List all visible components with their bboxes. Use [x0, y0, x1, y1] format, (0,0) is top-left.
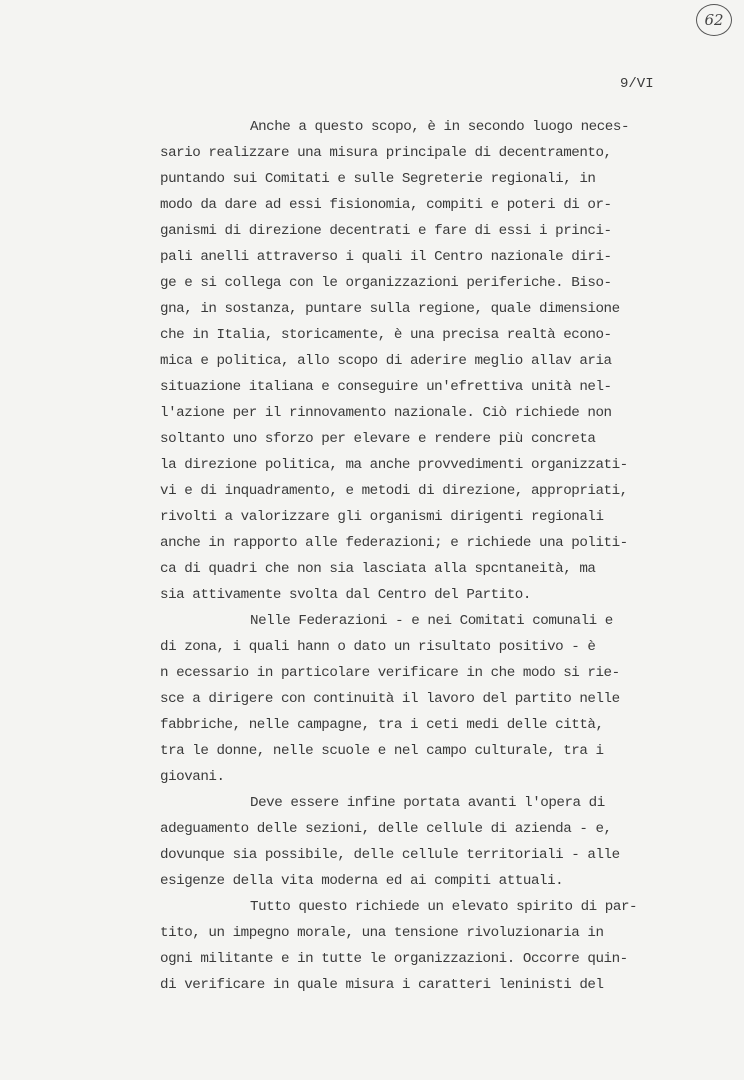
text-line: che in Italia, storicamente, è una precisa realtà econo-: [160, 327, 612, 343]
text-line: soltanto uno sforzo per elevare e rendere più concreta: [160, 431, 596, 447]
text-line: di zona, i quali hann o dato un risultato positivo - è: [160, 639, 596, 655]
text-line: pali anelli attraverso i quali il Centro nazionale diri-: [160, 249, 612, 265]
text-line: sario realizzare una misura principale di decentramento,: [160, 145, 612, 161]
text-line: puntando sui Comitati e sulle Segreterie regionali, in: [160, 171, 596, 187]
text-line: anche in rapporto alle federazioni; e richiede una politi-: [160, 535, 628, 551]
text-line: sce a dirigere con continuità il lavoro del partito nelle: [160, 691, 620, 707]
text-line: Nelle Federazioni - e nei Comitati comunali e: [250, 613, 613, 629]
text-line: modo da dare ad essi fisionomia, compiti e poteri di or-: [160, 197, 612, 213]
text-line: di verificare in quale misura i caratteri leninisti del: [160, 977, 604, 993]
text-line: mica e politica, allo scopo di aderire meglio allav aria: [160, 353, 612, 369]
text-line: adeguamento delle sezioni, delle cellule di azienda - e,: [160, 821, 612, 837]
text-line: vi e di inquadramento, e metodi di direzione, appropriati,: [160, 483, 628, 499]
text-line: fabbriche, nelle campagne, tra i ceti medi delle città,: [160, 717, 604, 733]
archive-page-stamp: 62: [696, 4, 732, 36]
text-line: la direzione politica, ma anche provvedimenti organizzati-: [160, 457, 628, 473]
text-line: Deve essere infine portata avanti l'opera di: [250, 795, 605, 811]
text-line: tito, un impegno morale, una tensione rivoluzionaria in: [160, 925, 604, 941]
text-line: ganismi di direzione decentrati e fare di essi i princi-: [160, 223, 612, 239]
text-line: ca di quadri che non sia lasciata alla spcntaneità, ma: [160, 561, 596, 577]
text-line: ogni militante e in tutte le organizzazioni. Occorre quin-: [160, 951, 628, 967]
text-line: Anche a questo scopo, è in secondo luogo neces-: [250, 119, 630, 135]
text-line: l'azione per il rinnovamento nazionale. Ciò richiede non: [160, 405, 612, 421]
text-line: tra le donne, nelle scuole e nel campo culturale, tra i: [160, 743, 604, 759]
text-line: esigenze della vita moderna ed ai compiti attuali.: [160, 873, 564, 889]
text-line: Tutto questo richiede un elevato spirito di par-: [250, 899, 638, 915]
text-line: rivolti a valorizzare gli organismi dirigenti regionali: [160, 509, 604, 525]
text-line: situazione italiana e conseguire un'efrettiva unità nel-: [160, 379, 612, 395]
text-line: dovunque sia possibile, delle cellule territoriali - alle: [160, 847, 620, 863]
text-line: gna, in sostanza, puntare sulla regione, quale dimensione: [160, 301, 620, 317]
text-line: giovani.: [160, 769, 225, 785]
text-line: sia attivamente svolta dal Centro del Partito.: [160, 587, 531, 603]
page-number: 9/VI: [620, 76, 654, 92]
text-line: ge e si collega con le organizzazioni periferiche. Biso-: [160, 275, 612, 291]
text-line: n ecessario in particolare verificare in che modo si rie-: [160, 665, 620, 681]
